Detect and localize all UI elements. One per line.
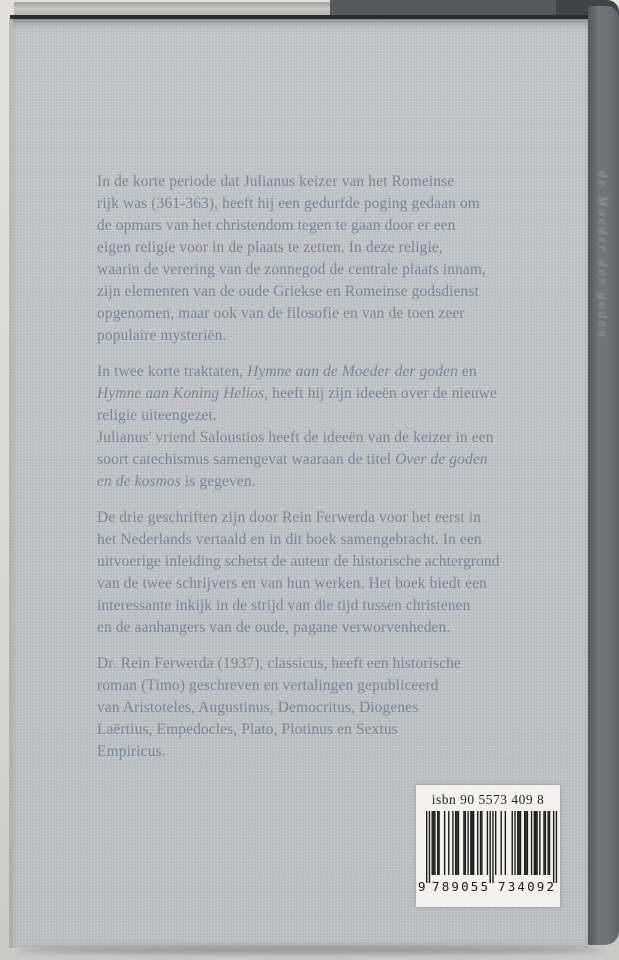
book-top-page-edges bbox=[14, 2, 332, 16]
book-shadow bbox=[16, 946, 604, 954]
barcode-bars bbox=[417, 811, 559, 895]
isbn-barcode-label bbox=[416, 785, 560, 907]
svg-text:789055: 789055 bbox=[432, 879, 488, 894]
book-top-board-edge bbox=[330, 0, 592, 16]
book-spine bbox=[588, 6, 619, 945]
back-cover bbox=[13, 19, 588, 948]
svg-text:734092: 734092 bbox=[498, 879, 554, 894]
blurb-paragraph: In twee korte traktaten, Hymne aan de Moeder der goden en Hymne aan Koning Helios, heeft hij zijn ideeën over de nieuwe religie uiteengezet. Julianus' vriend Saloustios heeft de ideeën van de keizer in een soort catechismus samengevat waaraan de titel Over de goden en de kosmos is gegeven. bbox=[97, 363, 497, 490]
blurb bbox=[97, 171, 533, 777]
blurb-paragraph: De drie geschriften zijn door Rein Ferwerda voor het eerst in het Nederlands vertaald en in dit boek samengebracht. In een uitvoerige inleiding schetst de auteur de historische achtergrond van de twee schrijvers en van hun werken. Het boek biedt een interessante inkijk in de strijd van die tijd tussen christenen en de aanhangers van de oude, pagane verworvenheden. bbox=[97, 509, 500, 636]
svg-text:9: 9 bbox=[418, 879, 426, 894]
isbn-text: isbn 90 5573 409 8 bbox=[431, 792, 545, 807]
blurb-paragraph: Dr. Rein Ferwerda (1937), classicus, heeft een historische roman (Timo) geschreven en vertalingen gepubliceerd van Aristoteles, Augustinus, Democritus, Diogenes Laërtius, Empedocles, Plato, Plotinus en Sextus Empiricus. bbox=[97, 655, 461, 760]
blurb-paragraph: In de korte periode dat Julianus keizer van het Romeinse rijk was (361-363), heeft hij een gedurfde poging gedaan om de opmars van het christendom tegen te gaan door er een eigen religie voor in de plaats te zetten. In deze religie, waarin de verering van de zonnegod de centrale plaats innam, zijn elementen van de oude Griekse en Romeinse godsdienst opgenomen, maar ook van de filosofie en van de toen zeer populaire mysteriën. bbox=[97, 173, 487, 344]
spine-title-text: de Moeder der goden bbox=[596, 171, 611, 340]
